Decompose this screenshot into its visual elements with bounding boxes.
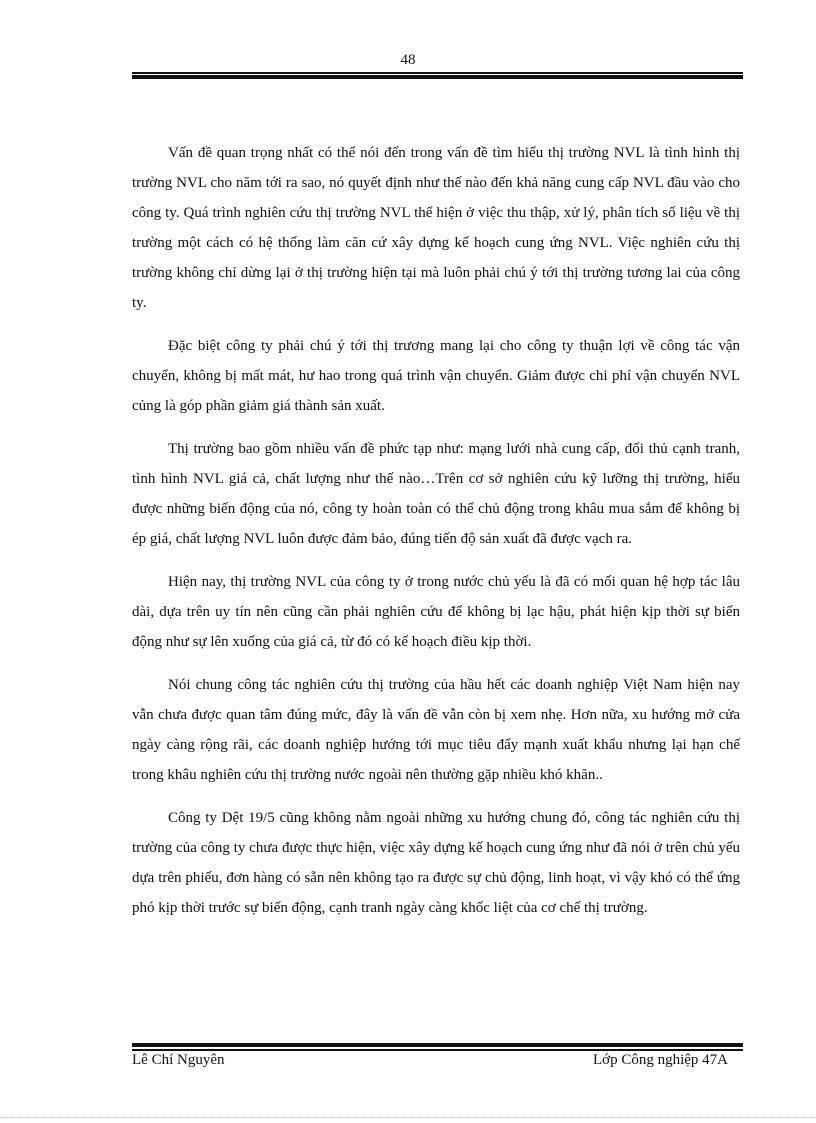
paragraph-6: Công ty Dệt 19/5 cũng không nằm ngoài những xu hướng chung đó, công tác nghiên cứu thị trường của công ty chưa được thực hiện, việc xây dựng kế hoạch cung ứng như đã nói ở trên chủ yếu dựa trên phiếu, đơn hàng có sẵn nên không tạo ra được sự chủ động, linh hoạt, vì vậy khó có thể ứng phó kịp thời trước sự biến động, cạnh tranh ngày càng khốc liệt của cơ chế thị trường. <box>132 810 740 916</box>
paragraph-2: Đặc biệt công ty phải chú ý tới thị trương mang lại cho công ty thuận lợi về công tác vận chuyển, không bị mất mát, hư hao trong quá trình vận chuyển. Giảm được chi phí vận chuyển NVL củng là góp phần giảm giá thành sản xuất. <box>132 338 740 414</box>
page-number: 48 <box>400 52 416 68</box>
page-bottom-border <box>0 1117 816 1119</box>
header-rule-thin <box>132 72 743 74</box>
body-text <box>132 138 740 936</box>
paragraph-5: Nói chung công tác nghiên cứu thị trường của hầu hết các doanh nghiệp Việt Nam hiện nay vẫn chưa được quan tâm đúng mức, đây là vấn đề vẫn còn bị xem nhẹ. Hơn nữa, xu hướng mở cửa ngày càng rộng rãi, các doanh nghiệp hướng tới mục tiêu đẩy mạnh xuất khẩu nhưng lại hạn chế trong khâu nghiên cứu thị trường nước ngoài nên thường gặp nhiều khó khăn.. <box>132 677 740 783</box>
paragraph-1: Vấn đề quan trọng nhất có thể nói đến trong vấn đề tìm hiểu thị trường NVL là tình hình thị trường NVL cho năm tới ra sao, nó quyết định như thế nào đến khả năng cung cấp NVL đầu vào cho công ty. Quá trình nghiên cứu thị trường NVL thể hiện ở việc thu thập, xử lý, phân tích số liệu về thị trường một cách có hệ thống làm căn cứ xây dựng kế hoạch cung ứng NVL. Việc nghiên cứu thị trường không chỉ dừng lại ở thị trường hiện tại mà luôn phải chú ý tới thị trường tương lai của công ty. <box>132 145 740 311</box>
paragraph-3: Thị trường bao gồm nhiều vấn đề phức tạp như: mạng lưới nhà cung cấp, đối thủ cạnh tranh, tình hình NVL giá cả, chất lượng như thế nào…Trên cơ sở nghiên cứu kỹ lưỡng thị trường, hiểu được những biến động của nó, công ty hoàn toàn có thể chủ động trong khâu mua sắm để không bị ép giá, chất lượng NVL luôn được đảm bảo, đúng tiến độ sản xuất đã được vạch ra. <box>132 441 740 547</box>
footer-rule-thick <box>132 1043 743 1047</box>
footer-rule-thin <box>132 1049 743 1051</box>
footer-class: Lớp Công nghiệp 47A <box>592 1052 728 1068</box>
header-rule-thick <box>132 75 743 79</box>
paragraph-4: Hiện nay, thị trường NVL của công ty ở trong nước chủ yếu là đã có mối quan hệ hợp tác lâu dài, dựa trên uy tín nên cũng cần phải nghiên cứu để không bị lạc hậu, phát hiện kịp thời sự biến động như sự lên xuống của giá cả, từ đó có kế hoạch điều kịp thời. <box>132 574 740 650</box>
footer-author: Lê Chí Nguyên <box>132 1052 225 1068</box>
